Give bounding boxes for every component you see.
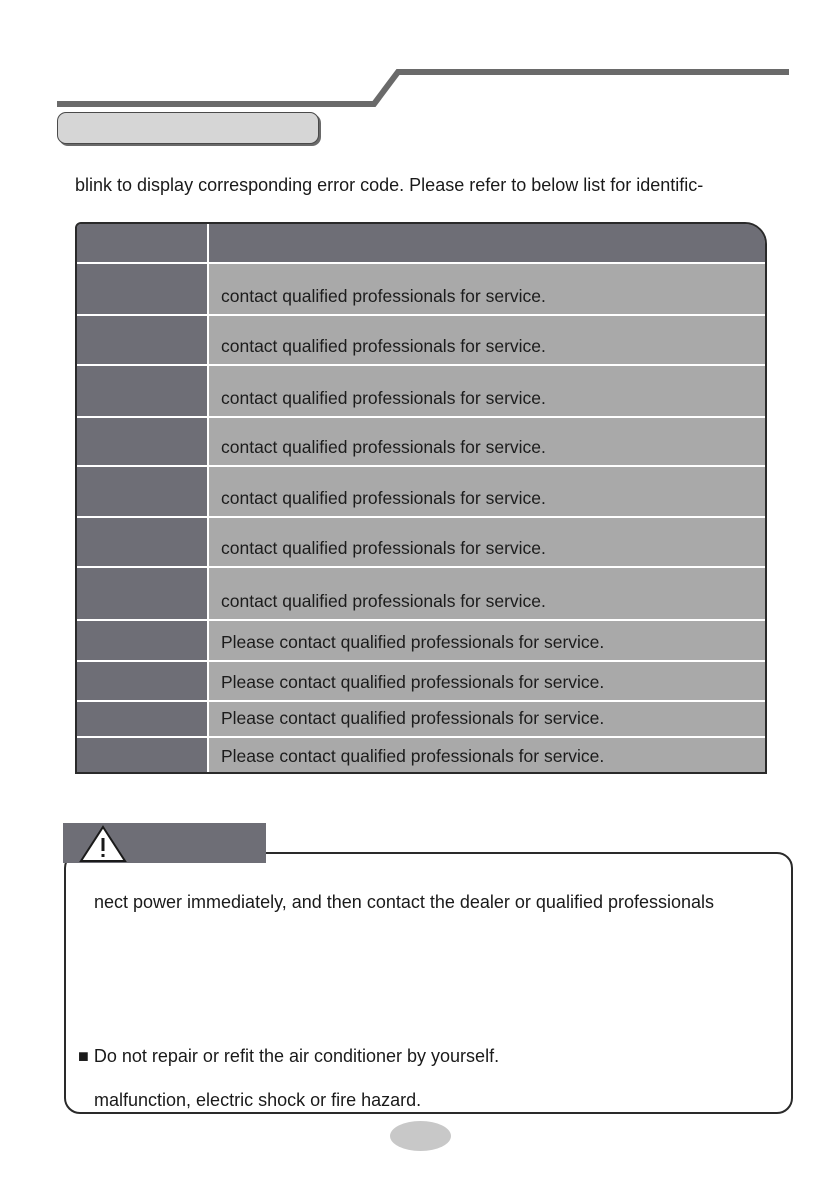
- error-code-table: [75, 222, 767, 774]
- row-separator: [77, 465, 765, 467]
- table-row: [209, 366, 765, 416]
- error-description: contact qualified professionals for service.: [221, 538, 546, 558]
- table-row: [209, 738, 765, 774]
- header-column-separator: [207, 224, 209, 262]
- error-code-cell: [77, 518, 207, 566]
- row-separator: [77, 364, 765, 366]
- error-code-cell: [77, 738, 207, 774]
- error-code-cell: [77, 467, 207, 516]
- error-description: Please contact qualified professionals for service.: [221, 672, 605, 692]
- column-separator: [207, 738, 209, 774]
- table-header-row: [77, 224, 765, 262]
- table-row: [209, 621, 765, 660]
- section-title-tab: [57, 112, 319, 144]
- row-separator: [77, 619, 765, 621]
- row-separator: [77, 736, 765, 738]
- error-description: Please contact qualified professionals for service.: [221, 632, 605, 652]
- error-description: contact qualified professionals for service.: [221, 437, 546, 457]
- error-description: contact qualified professionals for service.: [221, 591, 546, 611]
- table-row: [209, 702, 765, 736]
- error-description: contact qualified professionals for service.: [221, 286, 546, 306]
- error-code-cell: [77, 264, 207, 314]
- caution-line-2: ■ Do not repair or refit the air conditioner by yourself.: [78, 1046, 500, 1066]
- error-code-cell: [77, 568, 207, 619]
- page-number-badge: [390, 1121, 451, 1151]
- row-separator: [77, 262, 765, 264]
- caution-box: [64, 852, 793, 1114]
- row-separator: [77, 516, 765, 518]
- error-code-cell: [77, 418, 207, 465]
- column-separator: [207, 662, 209, 700]
- warning-triangle-icon: [73, 823, 133, 863]
- row-separator: [77, 416, 765, 418]
- error-description: contact qualified professionals for service.: [221, 388, 546, 408]
- intro-text: blink to display corresponding error code. Please refer to below list for identific-: [75, 175, 704, 195]
- error-description: Please contact qualified professionals for service.: [221, 708, 605, 728]
- error-description: contact qualified professionals for service.: [221, 488, 546, 508]
- error-description: Please contact qualified professionals for service.: [221, 746, 605, 766]
- row-separator: [77, 566, 765, 568]
- column-separator: [207, 568, 209, 619]
- table-row: [209, 518, 765, 566]
- caution-line-1: nect power immediately, and then contact the dealer or qualified professionals: [94, 892, 715, 912]
- column-separator: [207, 264, 209, 314]
- table-row: [209, 568, 765, 619]
- error-code-cell: [77, 621, 207, 660]
- column-separator: [207, 467, 209, 516]
- column-separator: [207, 316, 209, 364]
- column-separator: [207, 518, 209, 566]
- error-code-cell: [77, 702, 207, 736]
- row-separator: [77, 314, 765, 316]
- header-rule: [0, 0, 839, 120]
- column-separator: [207, 621, 209, 660]
- table-row: [209, 264, 765, 314]
- caution-header-tab: [63, 823, 266, 863]
- table-row: [209, 662, 765, 700]
- error-code-cell: [77, 366, 207, 416]
- table-row: [209, 418, 765, 465]
- error-code-cell: [77, 316, 207, 364]
- row-separator: [77, 700, 765, 702]
- table-row: [209, 467, 765, 516]
- column-separator: [207, 366, 209, 416]
- table-row: [209, 316, 765, 364]
- column-separator: [207, 702, 209, 736]
- column-separator: [207, 418, 209, 465]
- error-code-cell: [77, 662, 207, 700]
- error-description: contact qualified professionals for service.: [221, 336, 546, 356]
- caution-line-3: malfunction, electric shock or fire hazard.: [94, 1090, 422, 1110]
- row-separator: [77, 660, 765, 662]
